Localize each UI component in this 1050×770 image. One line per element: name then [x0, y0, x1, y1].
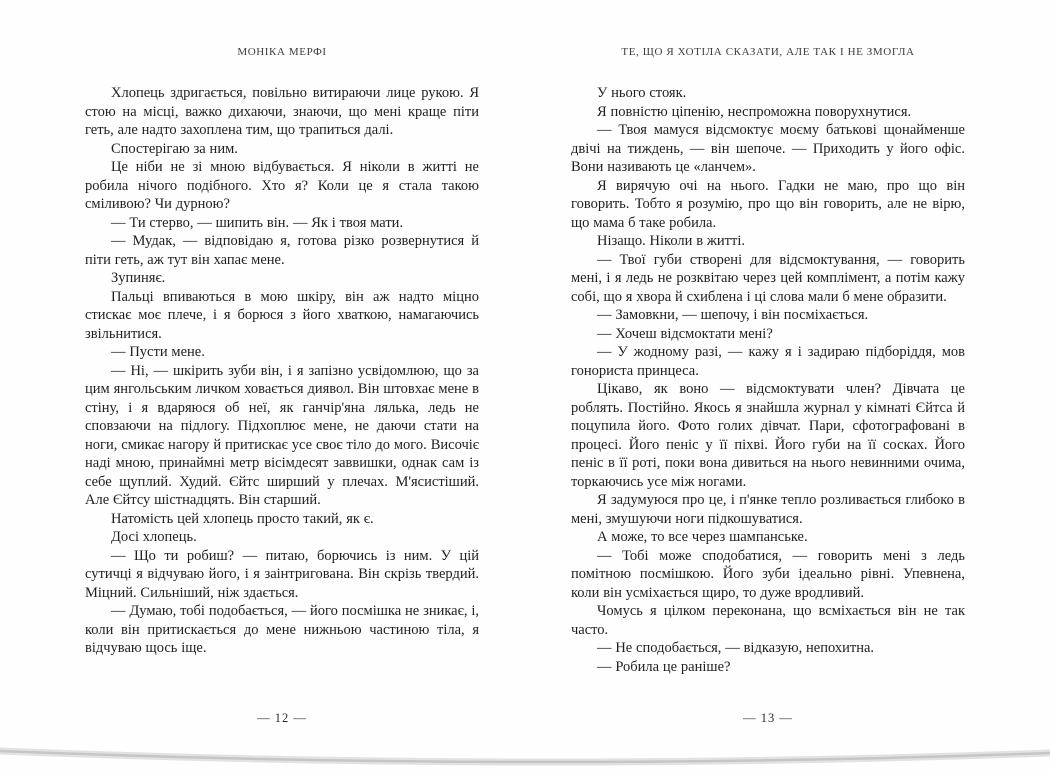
paragraph: — У жодному разі, — кажу я і задираю підборіддя, мов гонориста принцеса.: [571, 344, 965, 379]
paragraph: Пальці впиваються в мою шкіру, він аж надто міцно стискає моє плече, і я борюся з його хваткою, намагаючись звільнитися.: [85, 288, 479, 342]
paragraph: — Не сподобається, — відказую, непохитна.: [597, 640, 875, 656]
paragraph: У нього стояк.: [597, 85, 687, 101]
right-page: [571, 46, 965, 770]
paragraph: Зупиняє.: [111, 270, 166, 286]
right-page-text: [571, 84, 965, 700]
paragraph: — Хочеш відсмоктати мені?: [597, 325, 773, 342]
left-page: [85, 46, 479, 770]
paragraph: А може, то все через шампанське.: [597, 529, 808, 545]
paragraph: Хлопець здригається, повільно витираючи лице рукою. Я стою на місці, важко дихаючи, знаючи, що мені краще піти геть, але надто захоплена тим, що трапиться далі.: [85, 85, 479, 138]
page-bottom-edge-shadow: [0, 744, 1050, 770]
paragraph: — Замовкни, — шепочу, і він посміхається.: [597, 307, 869, 323]
paragraph: Чомусь я цілком переконана, що всміхається він не так часто.: [571, 603, 965, 638]
paragraph: — Робила це раніше?: [597, 658, 731, 675]
paragraph: Я задумуюся про це, і п'янке тепло розливається глибоко в мені, змушуючи ноги підкошуватися.: [571, 492, 965, 527]
paragraph: Досі хлопець.: [111, 529, 197, 545]
paragraph: — Ні, — шкірить зуби він, і я запізно усвідомлюю, що за цим янгольським личком ховається диявол. Він штовхає мене в стіну, і я вдаряюся об неї, як ганчір'яна лялька, ледь не сповзаючи на підлогу. Підхоплює мене, не даючи стати на ноги, смикає нагору й притискає усе своє тіло до мого. Височіє наді мною, принаймні метр вісімдесят заввишки, однак сам із себе щуплий. Худий. Єйтс ширший у плечах. М'ясистіший. Але Єйтсу шістнадцять. Він старший.: [85, 362, 479, 508]
page-number-right: — 13 —: [743, 711, 793, 725]
paragraph: — Думаю, тобі подобається, — його посмішка не зникає, і, коли він притискається до мене нижньою частиною тіла, я відчуваю щось іще.: [85, 603, 479, 656]
paragraph: — Мудак, — відповідаю я, готова різко розвернутися й піти геть, аж тут він хапає мене.: [85, 233, 479, 268]
paragraph: — Твоя мамуся відсмоктує моєму батькові щонайменше двічі на тиждень, — він шепоче. — Приходить у його офіс. Вони називають це «ланчем».: [571, 122, 965, 175]
page-number-left: — 12 —: [257, 711, 307, 725]
paragraph: Я вирячую очі на нього. Гадки не маю, про що він говорить. Тобто я розумію, про що він говорить, але не вірю, що мама б таке робила.: [571, 177, 965, 231]
paragraph: Нізащо. Ніколи в житті.: [597, 233, 745, 249]
paragraph: Натомість цей хлопець просто такий, як є.: [111, 510, 374, 527]
paragraph: — Твої губи створені для відсмоктування, — говорить мені, і я ледь не розквітаю через цей комплімент, а потім кажу собі, що я хвора й схиблена і ці слова мали б мене образити.: [571, 251, 965, 305]
paragraph: Це ніби не зі мною відбувається. Я ніколи в житті не робила нічого подібного. Хто я? Коли це я стала такою сміливою? Чи дурною?: [85, 159, 479, 212]
paragraph: — Що ти робиш? — питаю, борючись із ним. У цій сутичці я відчуваю його, і я заінтригована. Він скрізь твердий. Міцний. Сильніший, ніж здається.: [85, 547, 479, 601]
paragraph: Я повністю ціпенію, неспроможна поворухнутися.: [597, 103, 912, 120]
paragraph: — Тобі може сподобатися, — говорить мені з ледь помітною посмішкою. Його зуби ідеально рівні. Упевнена, коли він усміхається щиро, то дуже вродливий.: [571, 547, 965, 601]
running-header-author: МОНІКА МЕРФІ: [237, 46, 327, 58]
paragraph: — Пусти мене.: [111, 344, 205, 360]
running-header-title: ТЕ, ЩО Я ХОТІЛА СКАЗАТИ, АЛЕ ТАК І НЕ ЗМОГЛА: [621, 46, 915, 58]
left-page-text: [85, 84, 479, 700]
paragraph: Цікаво, як воно — відсмоктувати член? Дівчата це роблять. Постійно. Якось я знайшла журнал у кімнаті Єйтса й поцупила його. Фото голих дівчат. Пари, сфотографовані в процесі. Його пеніс у її піхві. Його губи на її сосках. Його пеніс в її роті, поки вона дивиться на нього невинними очима, торкаючись усе між ногами.: [571, 381, 965, 490]
paragraph: — Ти стерво, — шипить він. — Як і твоя мати.: [111, 214, 404, 231]
paragraph: Спостерігаю за ним.: [111, 140, 238, 157]
